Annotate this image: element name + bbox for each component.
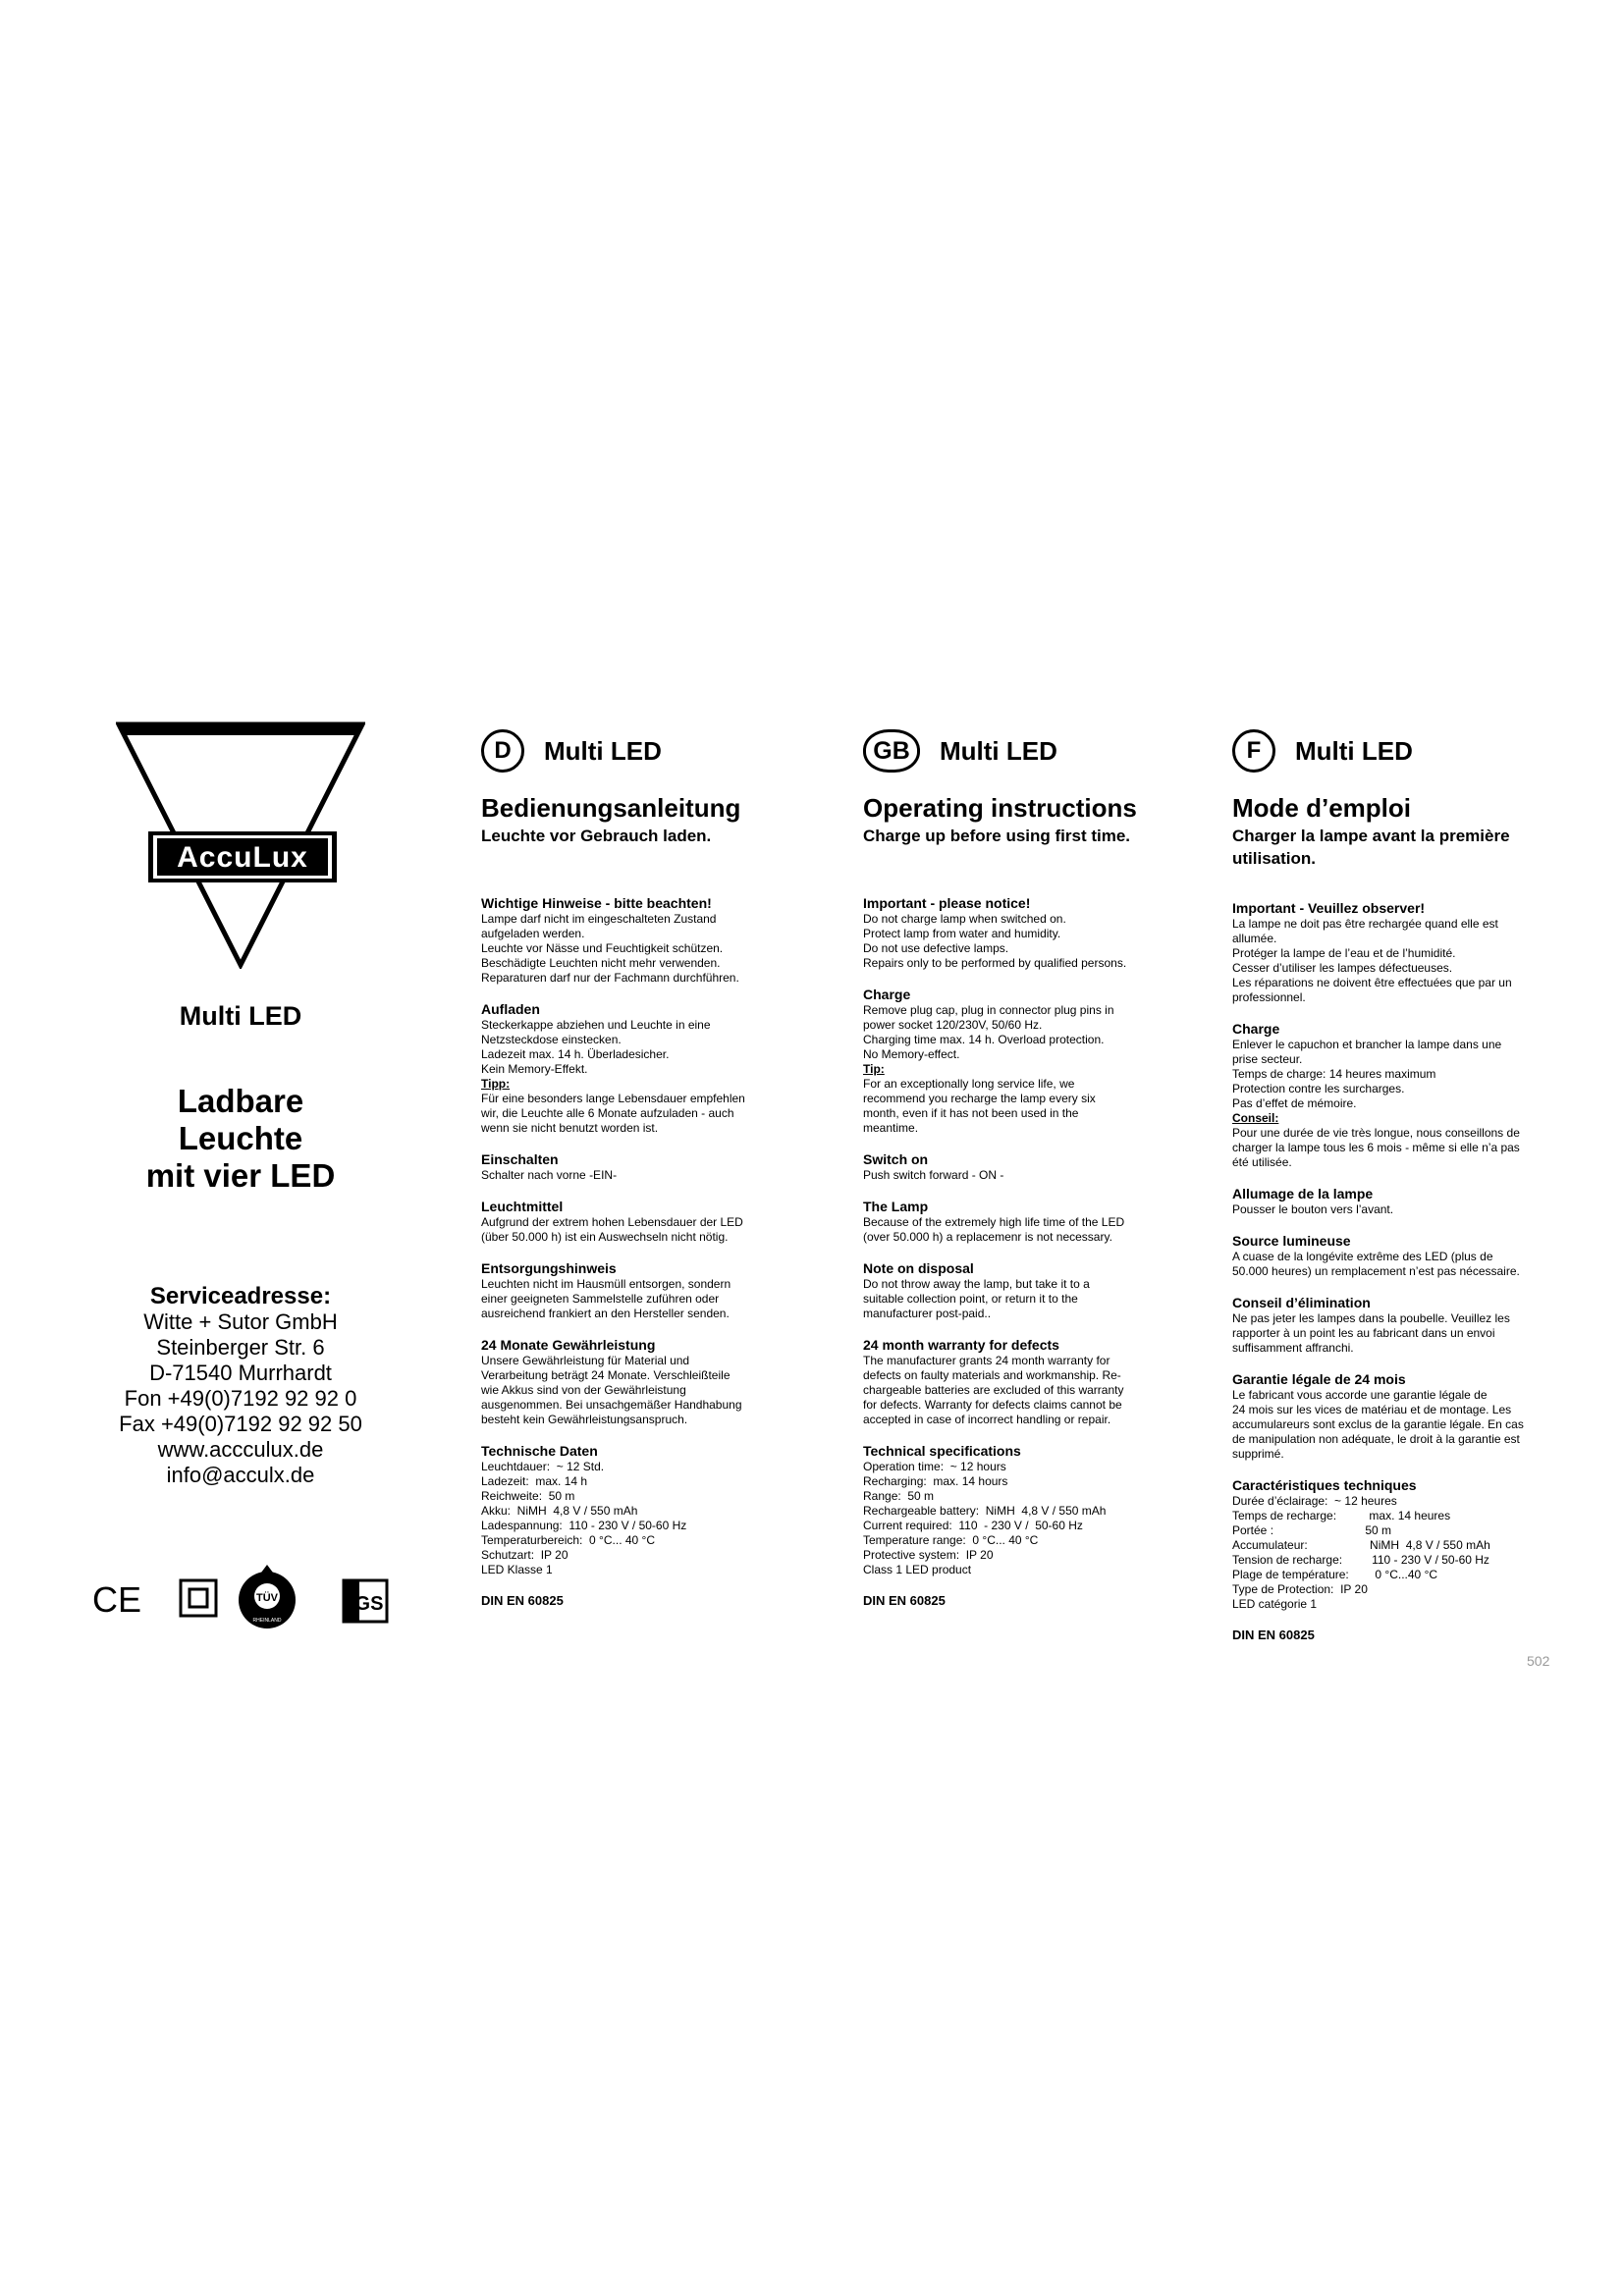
manual-section	[481, 1443, 785, 1577]
section-text: Type de Protection: IP 20	[1232, 1582, 1368, 1596]
section-heading: Switch on	[863, 1151, 929, 1167]
section-text: Les réparations ne doivent être effectuées que par un	[1232, 976, 1512, 989]
section-text: Protective system: IP 20	[863, 1548, 994, 1562]
section-text: accumulareurs sont exclus de la garantie légale. En cas	[1232, 1417, 1524, 1431]
section-heading: Conseil d’élimination	[1232, 1295, 1371, 1310]
certification-marks	[90, 1563, 405, 1641]
section-text: No Memory-effect.	[863, 1047, 960, 1061]
column-english	[863, 728, 1163, 1608]
manual-title: Bedienungsanleitung	[481, 793, 741, 823]
section-text: allumée.	[1232, 932, 1277, 945]
tip-text: wir, die Leuchte alle 6 Monate aufzuladen - auch	[481, 1106, 734, 1120]
section-heading: Important - Veuillez observer!	[1232, 900, 1426, 916]
manual-section	[863, 1443, 1163, 1577]
manual-section	[481, 1001, 785, 1136]
section-heading: Entsorgungshinweis	[481, 1260, 617, 1276]
section-text: Leuchte vor Nässe und Feuchtigkeit schützen.	[481, 941, 724, 955]
section-text: Current required: 110 - 230 V / 50-60 Hz	[863, 1519, 1083, 1532]
tuv-small-text: RHEINLAND	[252, 1618, 282, 1624]
section-text: Tension de recharge: 110 - 230 V / 50-60 Hz	[1232, 1553, 1489, 1567]
section-text: Lampe darf nicht im eingeschalteten Zustand	[481, 912, 717, 926]
section-text: 50.000 heures) un remplacement n’est pas nécessaire.	[1232, 1264, 1520, 1278]
section-text: de manipulation non adéquate, le droit à la garantie est	[1232, 1432, 1520, 1446]
section-text: einer geeigneten Sammelstelle zuführen oder	[481, 1292, 720, 1306]
section-text: Unsere Gewährleistung für Material und	[481, 1354, 690, 1367]
section-text: Reichweite: 50 m	[481, 1489, 575, 1503]
manual-section	[1232, 1186, 1556, 1217]
service-email: info@acculx.de	[166, 1463, 315, 1487]
manual-title: Mode d’emploi	[1232, 793, 1411, 823]
section-text: power socket 120/230V, 50/60 Hz.	[863, 1018, 1043, 1032]
service-title: Serviceadresse:	[149, 1283, 332, 1309]
section-heading: Garantie légale de 24 mois	[1232, 1371, 1406, 1387]
language-badge-icon: D	[481, 729, 524, 773]
manual-section	[481, 1260, 785, 1321]
section-text: Repairs only to be performed by qualified persons.	[863, 956, 1127, 970]
section-text: Ne pas jeter les lampes dans la poubelle. Veuillez les	[1232, 1311, 1510, 1325]
column-header	[1232, 728, 1556, 774]
section-text: Netzsteckdose einstecken.	[481, 1033, 622, 1046]
section-text: Akku: NiMH 4,8 V / 550 mAh	[481, 1504, 638, 1518]
section-text: 24 mois sur les vices de matériau et de montage. Les	[1232, 1403, 1512, 1416]
manual-section	[481, 1337, 785, 1427]
manual-section	[863, 1151, 1163, 1183]
tip-label: Tip:	[863, 1062, 885, 1076]
section-text: Temperaturbereich: 0 °C... 40 °C	[481, 1533, 656, 1547]
section-text: Durée d’éclairage: ~ 12 heures	[1232, 1494, 1397, 1508]
product-title: Multi LED	[940, 735, 1057, 766]
section-heading: Technische Daten	[481, 1443, 598, 1459]
manual-section	[481, 1151, 785, 1183]
section-text: Schutzart: IP 20	[481, 1548, 568, 1562]
section-text: wie Akkus sind von der Gewährleistung	[481, 1383, 686, 1397]
column-header	[863, 728, 1163, 774]
section-text: ausreichend frankiert an den Hersteller senden.	[481, 1307, 730, 1320]
headline-line: Leuchte	[178, 1120, 303, 1156]
section-heading: Leuchtmittel	[481, 1199, 564, 1214]
section-heading: Allumage de la lampe	[1232, 1186, 1374, 1201]
service-website: www.accculux.de	[157, 1437, 324, 1462]
section-text: Accumulateur: NiMH 4,8 V / 550 mAh	[1232, 1538, 1490, 1552]
section-text: The manufacturer grants 24 month warranty for	[863, 1354, 1110, 1367]
section-heading: Caractéristiques techniques	[1232, 1477, 1417, 1493]
section-text: Schalter nach vorne -EIN-	[481, 1168, 618, 1182]
tip-text: Für eine besonders lange Lebensdauer empfehlen	[481, 1092, 745, 1105]
standard-reference: DIN EN 60825	[1232, 1628, 1315, 1642]
section-text: Because of the extremely high life time of the LED	[863, 1215, 1125, 1229]
language-badge-icon: F	[1232, 729, 1275, 773]
section-text: Ladezeit: max. 14 h	[481, 1474, 588, 1488]
ce-mark-text: CE	[92, 1579, 142, 1620]
section-heading: Aufladen	[481, 1001, 540, 1017]
ce-mark-icon	[92, 1579, 141, 1620]
section-text: defects on faulty materials and workmanship. Re-	[863, 1368, 1121, 1382]
product-title: Multi LED	[1295, 735, 1413, 766]
section-text: A cuase de la longévite extrême des LED (plus de	[1232, 1250, 1493, 1263]
section-text: Operation time: ~ 12 hours	[863, 1460, 1006, 1473]
gs-text: GS	[354, 1593, 384, 1615]
section-text: Cesser d’utiliser les lampes défectueuses.	[1232, 961, 1453, 975]
section-text: Temps de recharge: max. 14 heures	[1232, 1509, 1451, 1522]
section-text: Enlever le capuchon et brancher la lampe dans une	[1232, 1038, 1502, 1051]
tip-text: wenn sie nicht benutzt worden ist.	[481, 1121, 659, 1135]
service-address	[98, 1284, 383, 1488]
section-text: La lampe ne doit pas être rechargée quand elle est	[1232, 917, 1498, 931]
service-city: D-71540 Murrhardt	[149, 1361, 332, 1385]
section-text: Protect lamp from water and humidity.	[863, 927, 1061, 940]
service-fax: Fax +49(0)7192 92 92 50	[119, 1412, 362, 1436]
section-text: Rechargeable battery: NiMH 4,8 V / 550 mAh	[863, 1504, 1107, 1518]
manual-section	[863, 1337, 1163, 1427]
section-text: aufgeladen werden.	[481, 927, 585, 940]
section-text: Protéger la lampe de l’eau et de l’humidité.	[1232, 946, 1456, 960]
acculux-logo	[116, 721, 365, 969]
section-text: Pousser le bouton vers l’avant.	[1232, 1202, 1394, 1216]
manual-section	[481, 895, 785, 986]
page-number: 502	[1527, 1653, 1550, 1669]
section-text: for defects. Warranty for defects claims cannot be	[863, 1398, 1122, 1412]
tuv-text: TÜV	[256, 1592, 278, 1604]
section-heading: 24 Monate Gewährleistung	[481, 1337, 656, 1353]
section-text: chargeable batteries are excluded of this warranty	[863, 1383, 1124, 1397]
manual-section	[863, 1260, 1163, 1321]
section-text: rapporter à un point les au fabricant dans un envoi	[1232, 1326, 1495, 1340]
service-street: Steinberger Str. 6	[156, 1335, 325, 1360]
manual-section	[1232, 1021, 1556, 1170]
product-name: Multi LED	[179, 1001, 302, 1031]
tip-label: Tipp:	[481, 1077, 511, 1091]
standard-reference: DIN EN 60825	[481, 1593, 564, 1608]
section-heading: Source lumineuse	[1232, 1233, 1351, 1249]
manual-section	[1232, 900, 1556, 1005]
section-text: Aufgrund der extrem hohen Lebensdauer der LED	[481, 1215, 743, 1229]
section-text: Verarbeitung beträgt 24 Monate. Verschleißteile	[481, 1368, 731, 1382]
manual-subtitle: Charge up before using first time.	[863, 827, 1131, 845]
section-text: ausgenommen. Bei unsachgemäßer Handhabung	[481, 1398, 742, 1412]
section-text: Remove plug cap, plug in connector plug pins in	[863, 1003, 1114, 1017]
column-french	[1232, 728, 1556, 1642]
manual-title: Operating instructions	[863, 793, 1137, 823]
product-headline	[98, 1083, 383, 1195]
tip-text: recommend you recharge the lamp every six	[863, 1092, 1096, 1105]
product-title: Multi LED	[544, 735, 662, 766]
manual-section	[863, 895, 1163, 971]
section-text: Do not use defective lamps.	[863, 941, 1009, 955]
section-text: Reparaturen darf nur der Fachmann durchführen.	[481, 971, 739, 985]
manual-section	[863, 1199, 1163, 1245]
section-text: accepted in case of incorrect handling or repair.	[863, 1413, 1111, 1426]
manual-subtitle: utilisation.	[1232, 849, 1316, 868]
section-text: Class 1 LED product	[863, 1563, 972, 1576]
section-text: Do not throw away the lamp, but take it to a	[863, 1277, 1090, 1291]
double-square-icon	[181, 1580, 216, 1616]
section-text: besteht kein Gewährleistungsanspruch.	[481, 1413, 688, 1426]
column-german	[481, 728, 785, 1608]
section-text: Range: 50 m	[863, 1489, 935, 1503]
section-heading: Technical specifications	[863, 1443, 1021, 1459]
section-heading: Wichtige Hinweise - bitte beachten!	[481, 895, 712, 911]
standard-reference: DIN EN 60825	[863, 1593, 946, 1608]
section-text: Charging time max. 14 h. Overload protection.	[863, 1033, 1105, 1046]
section-text: Temperature range: 0 °C... 40 °C	[863, 1533, 1039, 1547]
headline-line: Ladbare	[177, 1083, 304, 1119]
logo-text: AccuLux	[177, 841, 308, 874]
section-heading: Important - please notice!	[863, 895, 1031, 911]
section-text: Plage de température: 0 °C...40 °C	[1232, 1568, 1438, 1581]
section-text: Push switch forward - ON -	[863, 1168, 1004, 1182]
section-text: Do not charge lamp when switched on.	[863, 912, 1066, 926]
section-text: (über 50.000 h) ist ein Auswechseln nicht nötig.	[481, 1230, 729, 1244]
tip-text: charger la lampe tous les 6 mois - même si elle n’a pas	[1232, 1141, 1520, 1154]
section-heading: Note on disposal	[863, 1260, 974, 1276]
section-text: LED catégorie 1	[1232, 1597, 1318, 1611]
tip-text: été utilisée.	[1232, 1155, 1292, 1169]
section-text: (over 50.000 h) a replacemenr is not necessary.	[863, 1230, 1112, 1244]
column-header	[481, 728, 785, 774]
section-text: Temps de charge: 14 heures maximum	[1232, 1067, 1436, 1081]
section-text: Leuchten nicht im Hausmüll entsorgen, sondern	[481, 1277, 731, 1291]
section-text: Beschädigte Leuchten nicht mehr verwenden.	[481, 956, 721, 970]
manual-section	[1232, 1295, 1556, 1356]
manual-section	[1232, 1477, 1556, 1612]
gs-mark-icon	[344, 1580, 387, 1622]
section-text: supprimé.	[1232, 1447, 1284, 1461]
manual-section	[863, 987, 1163, 1136]
section-text: Pas d’effet de mémoire.	[1232, 1096, 1357, 1110]
section-heading: 24 month warranty for defects	[863, 1337, 1059, 1353]
section-text: professionnel.	[1232, 990, 1306, 1004]
manual-section	[481, 1199, 785, 1245]
section-text: Recharging: max. 14 hours	[863, 1474, 1008, 1488]
manual-subtitle: Charger la lampe avant la première	[1232, 827, 1510, 845]
headline-line: mit vier LED	[145, 1157, 336, 1194]
section-heading: Einschalten	[481, 1151, 559, 1167]
tip-label: Conseil:	[1232, 1111, 1279, 1125]
service-company: Witte + Sutor GmbH	[143, 1309, 338, 1334]
section-text: Portée : 50 m	[1232, 1523, 1392, 1537]
section-heading: Charge	[863, 987, 911, 1002]
section-text: manufacturer post-paid..	[863, 1307, 992, 1320]
section-text: Steckerkappe abziehen und Leuchte in eine	[481, 1018, 711, 1032]
tip-text: month, even if it has not been used in the	[863, 1106, 1079, 1120]
section-text: Ladespannung: 110 - 230 V / 50-60 Hz	[481, 1519, 687, 1532]
section-text: prise secteur.	[1232, 1052, 1303, 1066]
manual-section	[1232, 1371, 1556, 1462]
tip-text: meantime.	[863, 1121, 919, 1135]
section-text: Le fabricant vous accorde une garantie légale de	[1232, 1388, 1488, 1402]
section-text: suffisamment affranchi.	[1232, 1341, 1354, 1355]
section-text: LED Klasse 1	[481, 1563, 553, 1576]
section-heading: Charge	[1232, 1021, 1280, 1037]
tip-text: Pour une durée de vie très longue, nous conseillons de	[1232, 1126, 1520, 1140]
manual-section	[1232, 1233, 1556, 1279]
service-phone: Fon +49(0)7192 92 92 0	[124, 1386, 357, 1411]
section-text: Protection contre les surcharges.	[1232, 1082, 1405, 1095]
manual-subtitle: Leuchte vor Gebrauch laden.	[481, 827, 712, 845]
section-heading: The Lamp	[863, 1199, 929, 1214]
tip-text: For an exceptionally long service life, we	[863, 1077, 1075, 1091]
section-text: Leuchtdauer: ~ 12 Std.	[481, 1460, 605, 1473]
language-badge-icon: GB	[863, 729, 920, 773]
section-text: suitable collection point, or return it to the	[863, 1292, 1078, 1306]
tuv-mark-icon	[239, 1565, 296, 1629]
section-text: Ladezeit max. 14 h. Überladesicher.	[481, 1047, 670, 1061]
section-text: Kein Memory-Effekt.	[481, 1062, 588, 1076]
